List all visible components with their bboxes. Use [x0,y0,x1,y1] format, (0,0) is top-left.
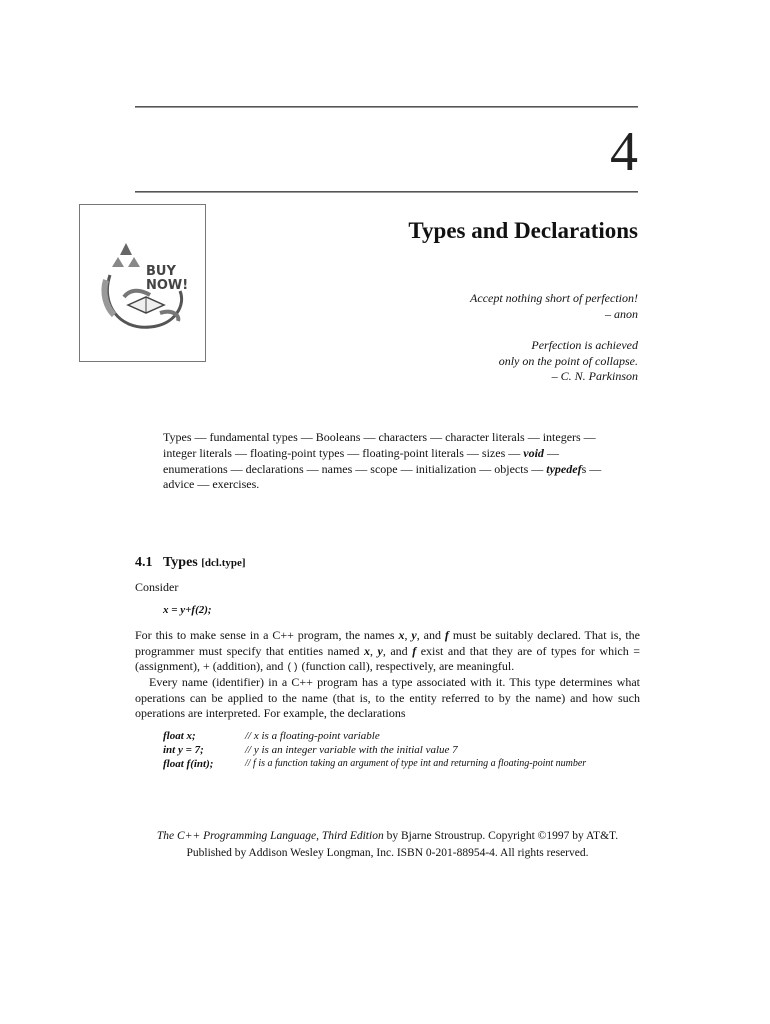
copyright-footer [135,828,640,862]
footer-book-title: The C++ Programming Language, Third Edition [156,830,384,842]
epigraph-2-line-2: only on the point of collapse. [498,353,638,368]
summary-typedef-suffix: s [581,461,587,476]
example-expression [163,604,212,616]
section-tag: [dcl.type] [201,557,246,569]
code-line-3-decl: f(int); [183,758,214,770]
code-comment-2: // y is an integer variable with the initial value 7 [245,744,458,756]
code-line-2-decl: y = 7; [175,744,204,756]
p1-text-a: For this to make sense in a C++ program, the names [135,628,399,642]
summary-part-1: Types — fundamental types — Booleans — characters — character literals — integers — integer literals — floating-point types — floating-point literals — sizes — [163,430,596,460]
p1-text-comma: , [370,643,378,658]
summary-part-2: — enumerations — declarations — names — scope — initialization — objects — [163,445,559,476]
code-line-3 [163,757,213,771]
buy-now-badge[interactable] [79,204,206,362]
buy-now-book-icon [80,205,204,360]
example-expression-code: x = y+f(2); [163,604,212,616]
p1-text-d: must be suitably declared. That is, the programmer must specify that entities named [135,628,641,658]
p1-code-y-2: y [377,643,383,658]
epigraph-1-line-1: Accept nothing short of perfection! [470,291,638,305]
chapter-summary [163,430,613,493]
footer-line-1 [135,828,640,845]
footer-line-1-rest: by Bjarne Stroustrup. Copyright ©1997 by AT&T. [383,830,619,842]
epigraph-2 [499,338,638,385]
paragraph-1 [135,628,640,677]
code-line-3-keyword: float [163,758,184,770]
p1-text-i: (function call), respectively, are meaningful. [298,659,515,674]
summary-part-3: — advice — exercises. [163,461,602,492]
p1-text-and: , and [382,643,413,658]
paragraph-2 [135,675,640,722]
epigraph-1-attribution: – anon [605,306,638,321]
p1-code-f-2: f [412,643,417,658]
epigraph-2-attribution: – C. N. Parkinson [551,369,638,383]
p1-code-f: f [444,628,449,642]
section-title: Types [163,555,198,570]
p1-op-plus: + [203,659,210,674]
p1-code-x: x [398,628,405,642]
p1-text-e: exist and that they are of types for which [416,643,634,658]
badge-text-now: NOW! [146,278,189,293]
p1-code-y: y [411,628,417,642]
footer-line-2: Published by Addison Wesley Longman, Inc. ISBN 0-201-88954-4. All rights reserved. [186,847,589,859]
epigraph-2-line-1: Perfection is achieved [531,338,638,352]
code-line-1 [163,729,196,743]
code-line-2 [163,743,204,757]
p1-text-h: (addition), and [209,659,287,674]
code-block [163,729,643,773]
p1-text-c: , and [416,628,445,642]
badge-text-buy: BUY [146,264,176,279]
chapter-number: 4 [610,121,638,183]
summary-void: void [523,445,544,460]
p1-text-b: , [404,628,412,642]
summary-typedef: typedef [546,461,582,476]
chapter-rule [135,191,638,193]
p1-text-g: (assignment), [135,659,203,674]
section-heading [135,555,246,571]
epigraph-1 [470,291,638,322]
p1-op-assign: = [633,643,641,658]
p1-op-call: () [286,663,299,675]
p1-code-x-2: x [364,643,370,658]
consider-text: Consider [135,580,179,594]
p2-text: Every name (identifier) in a C++ program has a type associated with it. This type determines what operations can be applied to the name (that is, to the entity referred to by the name) and how such operations are interpreted. For example, the declarations [135,675,640,721]
chapter-title: Types and Declarations [408,218,638,243]
code-line-1-keyword: float [163,730,184,742]
code-line-1-decl: x; [183,730,196,742]
code-line-2-keyword: int [163,744,176,756]
code-comment-1: // x is a floating-point variable [245,730,380,742]
code-comment-3: // f is a function taking an argument of type int and returning a floating-point number [245,758,587,769]
section-number: 4.1 [135,555,153,570]
top-rule [135,106,638,108]
